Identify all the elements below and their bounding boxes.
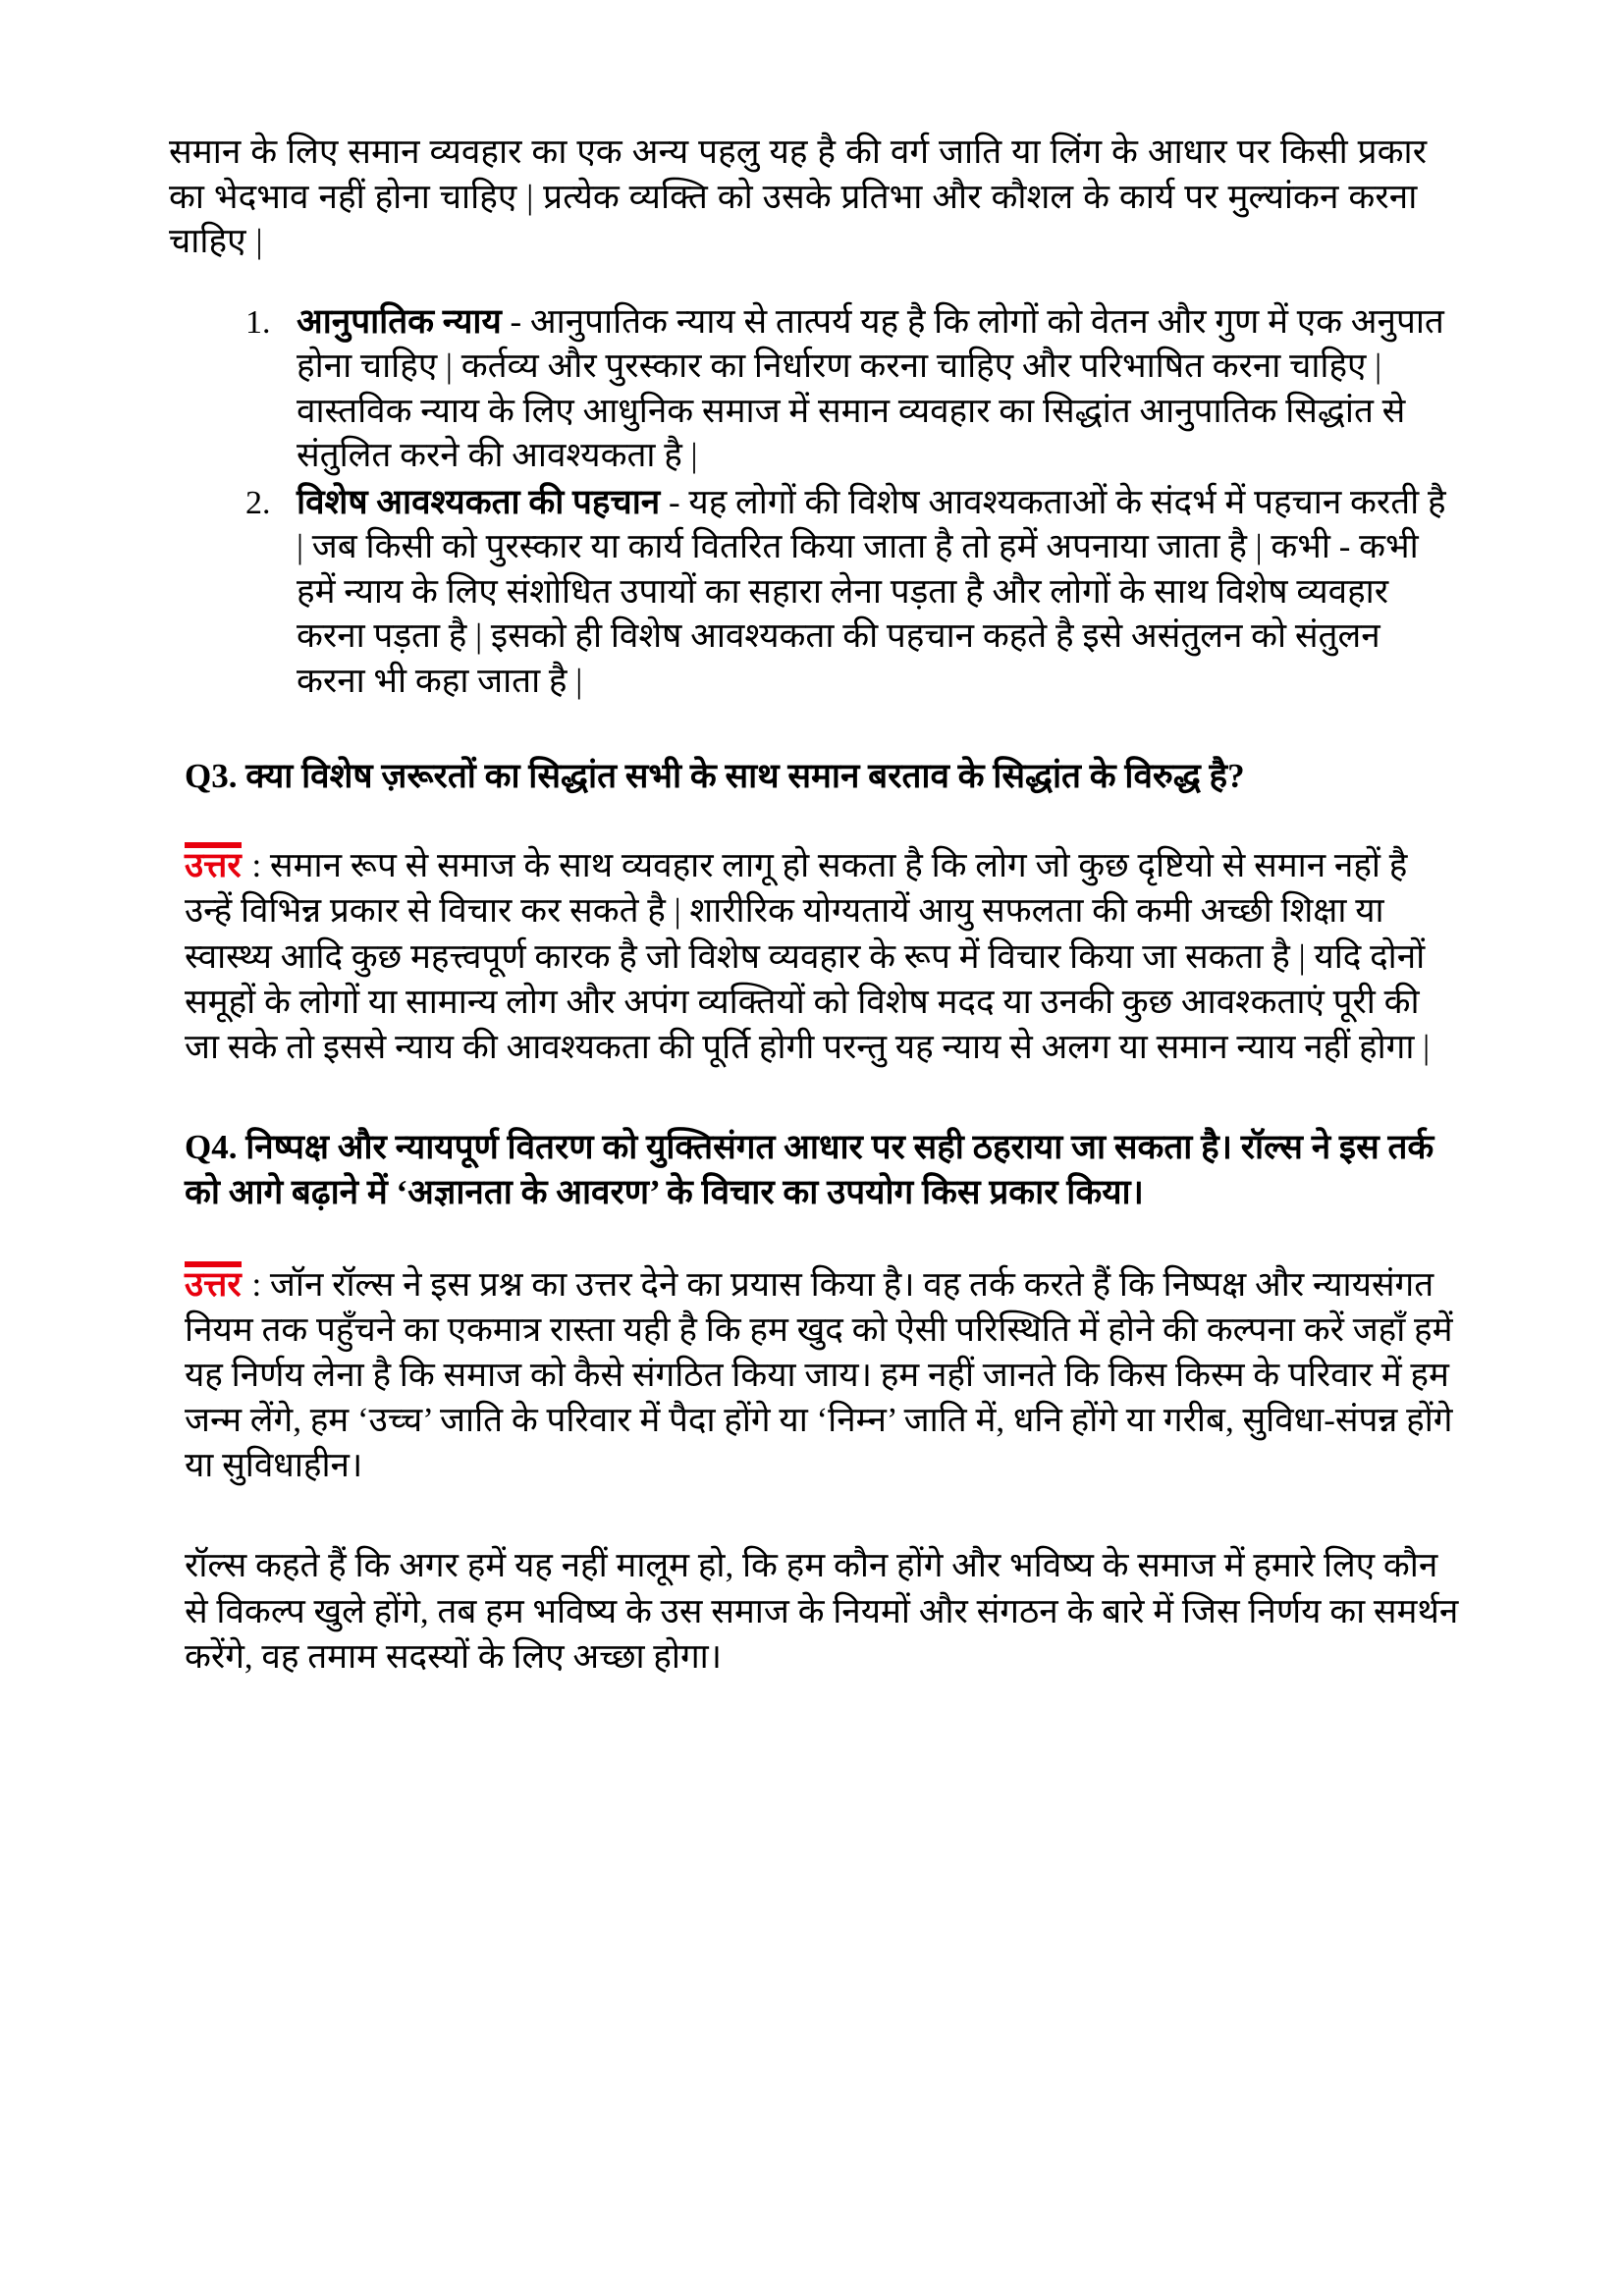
point-body: - आनुपातिक न्याय से तात्पर्य यह है कि लोगों को वेतन और गुण में एक अनुपात होना चाहिए | कर्तव्य और पुरस्कार का निर्धारण करना चाहिए और परिभाषित करना चाहिए | वास्तविक न्याय के लिए आधुनिक समाज में समान व्यवहार का सिद्धांत आनुपातिक सिद्धांत से संतुलित करने की आवश्यकता है | <box>297 301 1444 474</box>
question-4-heading: Q4. निष्पक्ष और न्यायपूर्ण वितरण को युक्तिसंगत आधार पर सही ठहराया जा सकता है। रॉल्स ने इस तर्क को आगे बढ़ाने में ‘अज्ञानता के आवरण’ के विचार का उपयोग किस प्रकार किया। <box>185 1128 1434 1212</box>
question-3-heading-text: Q3. क्या विशेष ज़रूरतों का सिद्धांत सभी के साथ समान बरताव के सिद्धांत के विरुद्ध है <box>185 757 1228 795</box>
question-3-heading-mark: ? <box>1227 757 1245 795</box>
answer-colon: : <box>243 846 270 885</box>
list-item <box>279 299 1451 478</box>
point-term: विशेष आवश्यकता की पहचान <box>297 482 661 521</box>
answer-text: जॉन रॉल्स ने इस प्रश्न का उत्तर देने का प्रयास किया है। वह तर्क करते हैं कि निष्पक्ष और न्यायसंगत नियम तक पहुँचने का एकमात्र रास्ता यही है कि हम खुद को ऐसी परिस्थिति में होने की कल्पना करें जहाँ हमें यह निर्णय लेना है कि समाज को कैसे संगठित किया जाय। हम नहीं जानते कि किस किस्म के परिवार में हम जन्म लेंगे, हम ‘उच्च’ जाति के परिवार में पैदा होंगे या ‘निम्न’ जाति में, धनि होंगे या गरीब, सुविधा-संपन्न होंगे या सुविधाहीन। <box>185 1264 1453 1485</box>
answer-text: समान रूप से समाज के साथ व्यवहार लागू हो सकता है कि लोग जो कुछ दृष्टियो से समान नहों है उन्हें विभिन्न प्रकार से विचार कर सकते है | शारीरिक योग्यतायें आयु सफलता की कमी अच्छी शिक्षा या स्वास्थ्य आदि कुछ महत्त्वपूर्ण कारक है जो विशेष व्यवहार के रूप में विचार किया जा सकता है | यदि दोनों समूहों के लोगों या सामान्य लोग और अपंग व्यक्तियों को विशेष मदद या उनकी कुछ आवश्कताएं पूरी की जा सके तो इससे न्याय की आवश्यकता की पूर्ति होगी परन्तु यह न्याय से अलग या समान न्याय नहीं होगा | <box>185 846 1431 1066</box>
numbered-points-list <box>185 299 1451 704</box>
question-4-answer <box>185 1261 1461 1489</box>
question-4-block <box>185 1125 1459 1680</box>
answer-label-badge: उत्तर <box>185 842 242 884</box>
question-3-answer <box>185 842 1461 1070</box>
question-3-heading <box>185 754 1456 799</box>
question-4-final-paragraph: रॉल्स कहते हैं कि अगर हमें यह नहीं मालूम हो, कि हम कौन होंगे और भविष्य के समाज में हमारे लिए कौन से विकल्प खुले होंगे, तब हम भविष्य के उस समाज के नियमों और संगठन के बारे में जिस निर्णय का समर्थन करेंगे, वह तमाम सदस्यों के लिए अच्छा होगा। <box>185 1546 1459 1676</box>
list-item <box>279 480 1451 704</box>
answer-colon: : <box>243 1264 270 1304</box>
document-body <box>169 130 1459 1680</box>
point-term: आनुपातिक न्याय <box>297 301 502 341</box>
intro-paragraph: समान के लिए समान व्यवहार का एक अन्य पहलु यह है की वर्ग जाति या लिंग के आधार पर किसी प्रकार का भेदभाव नहीं होना चाहिए | प्रत्येक व्यक्ति को उसके प्रतिभा और कौशल के कार्य पर मुल्यांकन करना चाहिए | <box>169 133 1428 260</box>
answer-label-badge: उत्तर <box>185 1261 242 1304</box>
point-body: - यह लोगों की विशेष आवश्यकताओं के संदर्भ में पहचान करती है | जब किसी को पुरस्कार या कार्य वितरित किया जाता है तो हमें अपनाया जाता है | कभी - कभी हमें न्याय के लिए संशोधित उपायों का सहारा लेना पड़ता है और लोगों के साथ विशेष व्यवहार करना पड़ता है | इसको ही विशेष आवश्यकता की पहचान कहते है इसे असंतुलन को संतुलन करना भी कहा जाता है | <box>297 482 1446 700</box>
question-3-block <box>185 754 1451 1070</box>
